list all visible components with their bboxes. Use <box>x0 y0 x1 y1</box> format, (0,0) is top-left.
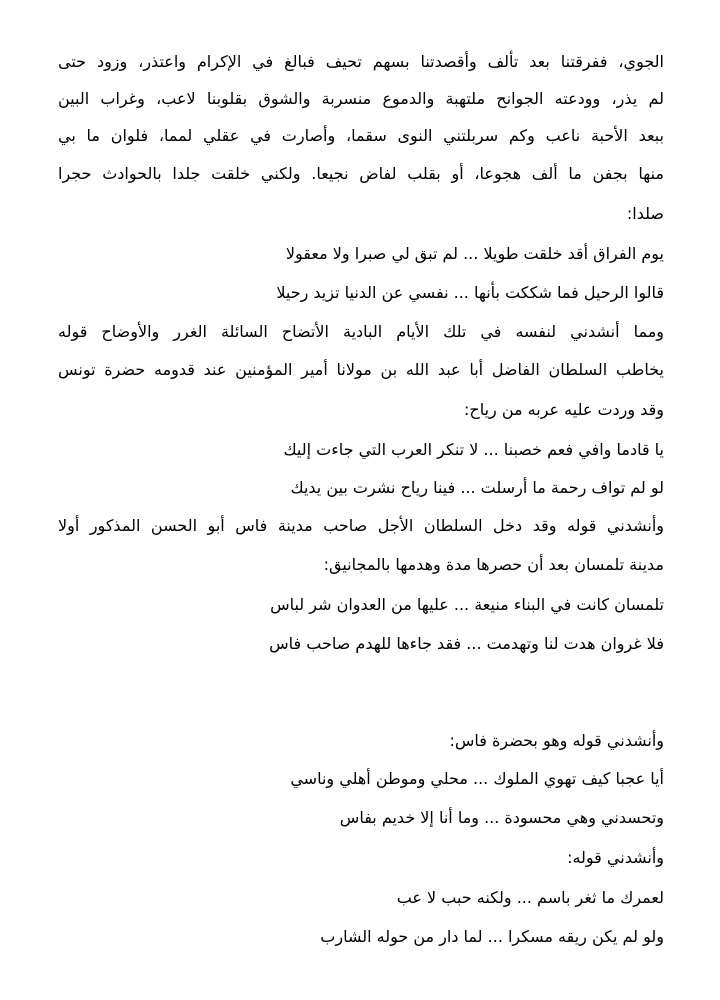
verse-line: ولو لم يكن ريقه مسكرا ... لما دار من حوله الشارب <box>320 927 664 946</box>
prose-line: وقد وردت عليه عربه من رياح: <box>463 400 664 419</box>
prose-line: وأنشدني قوله: <box>567 848 664 867</box>
verse-line: فلا غروان هدت لنا وتهدمت ... فقد جاءها للهدم صاحب فاس <box>269 634 664 653</box>
prose-line: صلدا: <box>626 204 664 223</box>
prose-line: وأنشدني قوله وقد دخل السلطان الأجل صاحب مدينة فاس أبو الحسن المذكور أولا <box>58 516 664 535</box>
prose-line: الجوي، ففرقتنا بعد تألف وأقصدتنا بسهم تحيف فبالغ في الإكرام واعتذر، وزود حتى <box>58 52 664 71</box>
verse-line: قالوا الرحيل فما شككت بأنها ... نفسي عن الدنيا تزيد رحيلا <box>276 283 664 302</box>
verse-line: يوم الفراق أقد خلقت طويلا ... لم تبق لي صبرا ولا معقولا <box>285 244 664 263</box>
prose-line: ببعد الأحبة ناعب وكم سربلتني النوى سقما، وأصارت في عقلي لمما، فلوان ما بي <box>58 126 664 145</box>
prose-line: منها بجفن ما ألف هجوعا، أو بقلب لفاض نجيعا. ولكني خلقت جلدا بالحوادث حجرا <box>58 164 664 183</box>
prose-line: يخاطب السلطان الفاضل أبا عبد الله بن مولانا أمير المؤمنين عند قدومه حضرة تونس <box>58 360 664 379</box>
prose-line: وأنشدني قوله وهو بحضرة فاس: <box>449 731 664 750</box>
verse-line: تلمسان كانت في البناء منيعة ... عليها من العدوان شر لباس <box>270 595 664 614</box>
prose-line: لم يذر، وودعته الجوانح ملتهبة والدموع منسربة والشوق بقلوبنا لاعب، وغراب البين <box>58 89 664 108</box>
verse-line: وتحسدني وهي محسودة ... وما أنا إلا خديم بفاس <box>339 808 664 827</box>
prose-line: ومما أنشدني لنفسه في تلك الأيام البادية الأتضاح السائلة الغرر والأوضاح قوله <box>58 322 664 341</box>
verse-line: يا قادما وافي فعم خصبنا ... لا تنكر العرب التي جاءت إليك <box>283 440 664 459</box>
verse-line: أيا عجبا كيف تهوي الملوك ... محلي وموطن أهلي وناسي <box>290 769 664 788</box>
verse-line: لو لم تواف رحمة ما أرسلت ... فينا رياح نشرت بين يديك <box>290 478 664 497</box>
prose-line: مدينة تلمسان بعد أن حصرها مدة وهدمها بالمجانيق: <box>323 555 664 574</box>
verse-line: لعمرك ما ثغر باسم ... ولكنه حبب لا عب <box>396 888 664 907</box>
